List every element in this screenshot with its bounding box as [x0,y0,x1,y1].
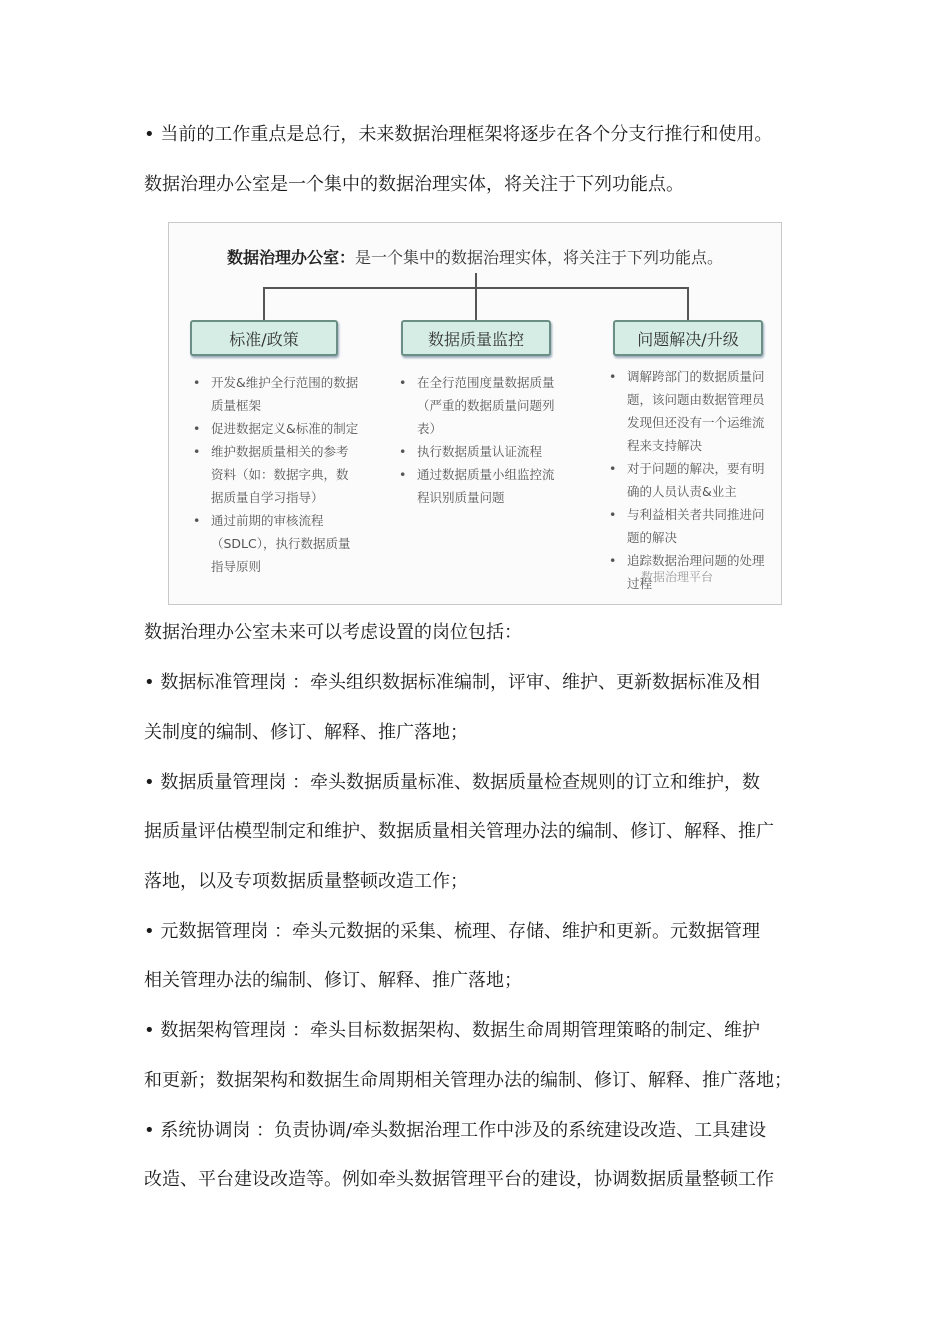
diagram-title-rest: 是一个集中的数据治理实体，将关注于下列功能点。 [355,248,724,267]
paragraph-standards-role-1: • 数据标准管理岗 ：牵头组织数据标准编制，评审、维护、更新数据标准及相 [144,672,761,693]
list-item: • 执行数据质量认证流程 [395,440,565,463]
paragraph-metadata-role-1: • 元数据管理岗 ：牵头元数据的采集、梳理、存储、维护和更新。元数据管理 [144,921,761,942]
column-issue-resolution [605,365,773,595]
watermark: 数据治理平台 [641,570,714,584]
list-item: • 开发&维护全行范围的数据质量框架 [189,371,359,417]
diagram-title [227,245,723,268]
box-label: 数据质量监控 [427,329,524,349]
paragraph-metadata-role-2: 相关管理办法的编制、修订、解释、推广落地； [144,970,522,991]
paragraph-coordination-role-1: • 系统协调岗 ：负责协调/牵头数据治理工作中涉及的系统建设改造、工具建设 [144,1120,767,1141]
box-label: 问题解决/升级 [637,329,739,349]
column-standards-policy [189,371,359,578]
list-item: • 维护数据质量相关的参考资料（如：数据字典，数据质量自学习指导） [189,440,359,509]
column-quality-monitoring [395,371,565,509]
list-item: • 对于问题的解决，要有明确的人员认责&业主 [605,457,773,503]
box-quality-monitoring [401,320,551,356]
box-issue-resolution [613,320,763,356]
list-item: • 通过数据质量小组监控流程识别质量问题 [395,463,565,509]
paragraph-positions-intro: 数据治理办公室未来可以考虑设置的岗位包括： [144,622,522,643]
list-item: • 追踪数据治理问题的处理过程 [605,549,773,595]
paragraph-office-intro: 数据治理办公室是一个集中的数据治理实体，将关注于下列功能点。 [144,174,684,195]
connector-trunk [475,273,477,287]
org-diagram [168,222,782,605]
paragraph-architecture-role-2: 和更新；数据架构和数据生命周期相关管理办法的编制、修订、解释、推广落地； [144,1070,792,1091]
list-item: • 通过前期的审核流程（SDLC），执行数据质量指导原则 [189,509,359,578]
list-item: • 在全行范围度量数据质量（严重的数据质量问题列表） [395,371,565,440]
connector-middle [475,287,477,320]
connector-right [687,287,689,320]
paragraph-quality-role-1: • 数据质量管理岗 ：牵头数据质量标准、数据质量检查规则的订立和维护，数 [144,772,761,793]
paragraph-quality-role-3: 落地，以及专项数据质量整顿改造工作； [144,871,468,892]
diagram-title-bold: 数据治理办公室： [227,248,356,267]
box-label: 标准/政策 [229,329,299,349]
paragraph-architecture-role-1: • 数据架构管理岗 ：牵头目标数据架构、数据生命周期管理策略的制定、维护 [144,1020,761,1041]
list-item: • 与利益相关者共同推进问题的解决 [605,503,773,549]
paragraph-focus: • 当前的工作重点是总行，未来数据治理框架将逐步在各个分支行推行和使用。 [144,124,773,145]
box-standards-policy [190,320,338,356]
list-item: • 调解跨部门的数据质量问题，该问题由数据管理员发现但还没有一个运维流程来支持解决 [605,365,773,457]
paragraph-coordination-role-2: 改造、平台建设改造等。例如牵头数据管理平台的建设，协调数据质量整顿工作 [144,1169,774,1190]
paragraph-quality-role-2: 据质量评估模型制定和维护、数据质量相关管理办法的编制、修订、解释、推广 [144,821,774,842]
list-item: • 促进数据定义&标准的制定 [189,417,359,440]
paragraph-standards-role-2: 关制度的编制、修订、解释、推广落地； [144,722,468,743]
connector-left [263,287,265,320]
